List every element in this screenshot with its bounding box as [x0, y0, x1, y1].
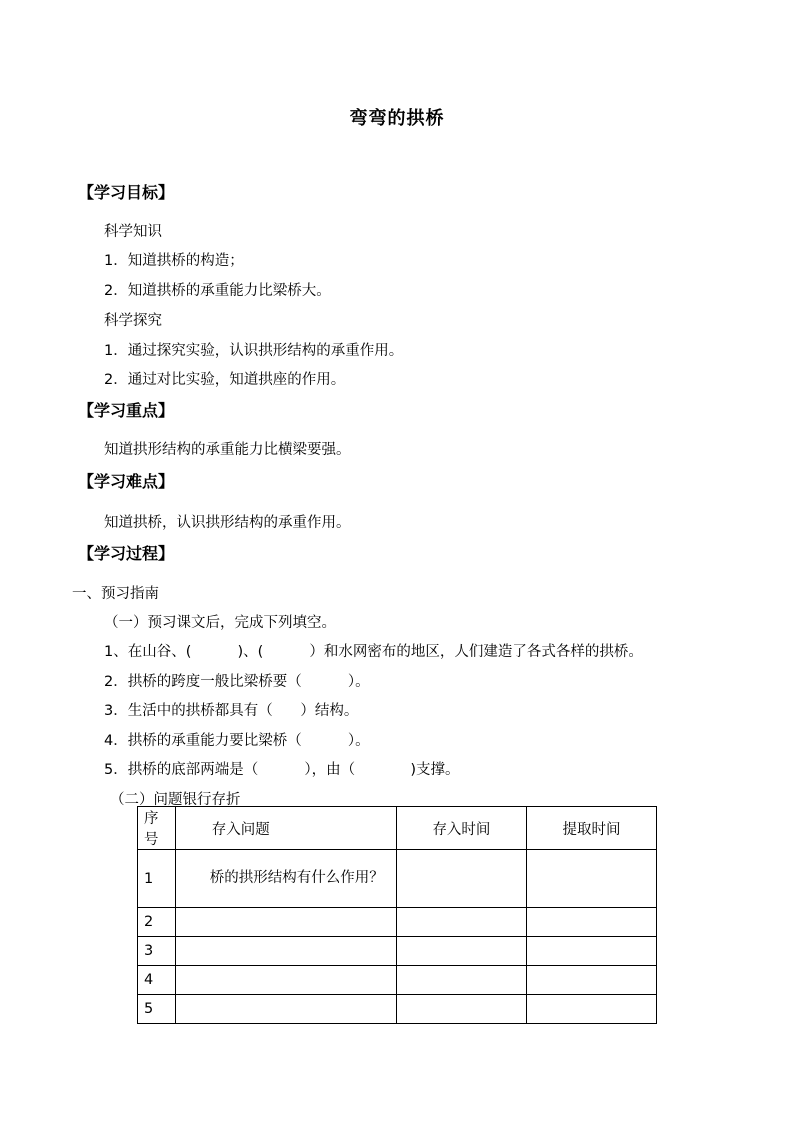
- table-row: [138, 937, 657, 966]
- page-title: 弯弯的拱桥: [349, 108, 445, 129]
- table-row: [138, 995, 657, 1024]
- row-deposit-time: [396, 937, 526, 966]
- inquiry-label: 科学探究: [104, 313, 162, 329]
- goals-heading: 【学习目标】: [78, 183, 175, 202]
- header-number: 序号: [138, 807, 176, 850]
- fill-item-2: 2．拱桥的跨度一般比梁桥要（ ）。: [104, 674, 370, 690]
- row-question: [175, 937, 396, 966]
- row-number: 3: [138, 937, 176, 966]
- key-points-heading: 【学习重点】: [78, 401, 175, 420]
- header-deposit-time: 存入时间: [396, 807, 526, 850]
- knowledge-label: 科学知识: [104, 224, 162, 240]
- row-question: [175, 908, 396, 937]
- subsection-fill-blanks: （一）预习课文后，完成下列填空。: [104, 615, 336, 631]
- row-withdraw-time: [526, 966, 656, 995]
- process-heading: 【学习过程】: [78, 544, 175, 563]
- row-deposit-time: [396, 850, 526, 908]
- question-bank-table: [137, 806, 657, 1024]
- row-number: 1: [138, 850, 176, 908]
- fill-item-5: 5．拱桥的底部两端是（ ），由（ )支撑。: [104, 762, 460, 778]
- row-number: 2: [138, 908, 176, 937]
- section-preview-guide: 一、预习指南: [72, 586, 159, 602]
- row-deposit-time: [396, 908, 526, 937]
- table-header-row: [138, 807, 657, 850]
- knowledge-item-2: 2．知道拱桥的承重能力比梁桥大。: [104, 283, 331, 299]
- row-withdraw-time: [526, 995, 656, 1024]
- table-row: [138, 908, 657, 937]
- row-question: [175, 995, 396, 1024]
- fill-item-4: 4．拱桥的承重能力要比梁桥（ ）。: [104, 733, 370, 749]
- row-number: 4: [138, 966, 176, 995]
- knowledge-item-1: 1．知道拱桥的构造；: [104, 253, 244, 269]
- row-withdraw-time: [526, 908, 656, 937]
- row-number: 5: [138, 995, 176, 1024]
- fill-item-3: 3．生活中的拱桥都具有（ ）结构。: [104, 703, 359, 719]
- table-row: [138, 850, 657, 908]
- fill-item-1: 1、在山谷、( )、( ）和水网密布的地区，人们建造了各式各样的拱桥。: [104, 644, 643, 660]
- row-question: [175, 966, 396, 995]
- row-question: 桥的拱形结构有什么作用？: [175, 850, 396, 908]
- row-deposit-time: [396, 995, 526, 1024]
- subsection-question-bank: （二）问题银行存折: [110, 792, 241, 808]
- difficulties-text: 知道拱桥，认识拱形结构的承重作用。: [104, 515, 351, 531]
- header-withdraw-time: 提取时间: [526, 807, 656, 850]
- header-question: 存入问题: [175, 807, 396, 850]
- key-points-text: 知道拱形结构的承重能力比横梁要强。: [104, 442, 351, 458]
- table-row: [138, 966, 657, 995]
- row-withdraw-time: [526, 937, 656, 966]
- row-withdraw-time: [526, 850, 656, 908]
- inquiry-item-2: 2．通过对比实验，知道拱座的作用。: [104, 372, 346, 388]
- inquiry-item-1: 1．通过探究实验，认识拱形结构的承重作用。: [104, 343, 404, 359]
- difficulties-heading: 【学习难点】: [78, 472, 175, 491]
- row-deposit-time: [396, 966, 526, 995]
